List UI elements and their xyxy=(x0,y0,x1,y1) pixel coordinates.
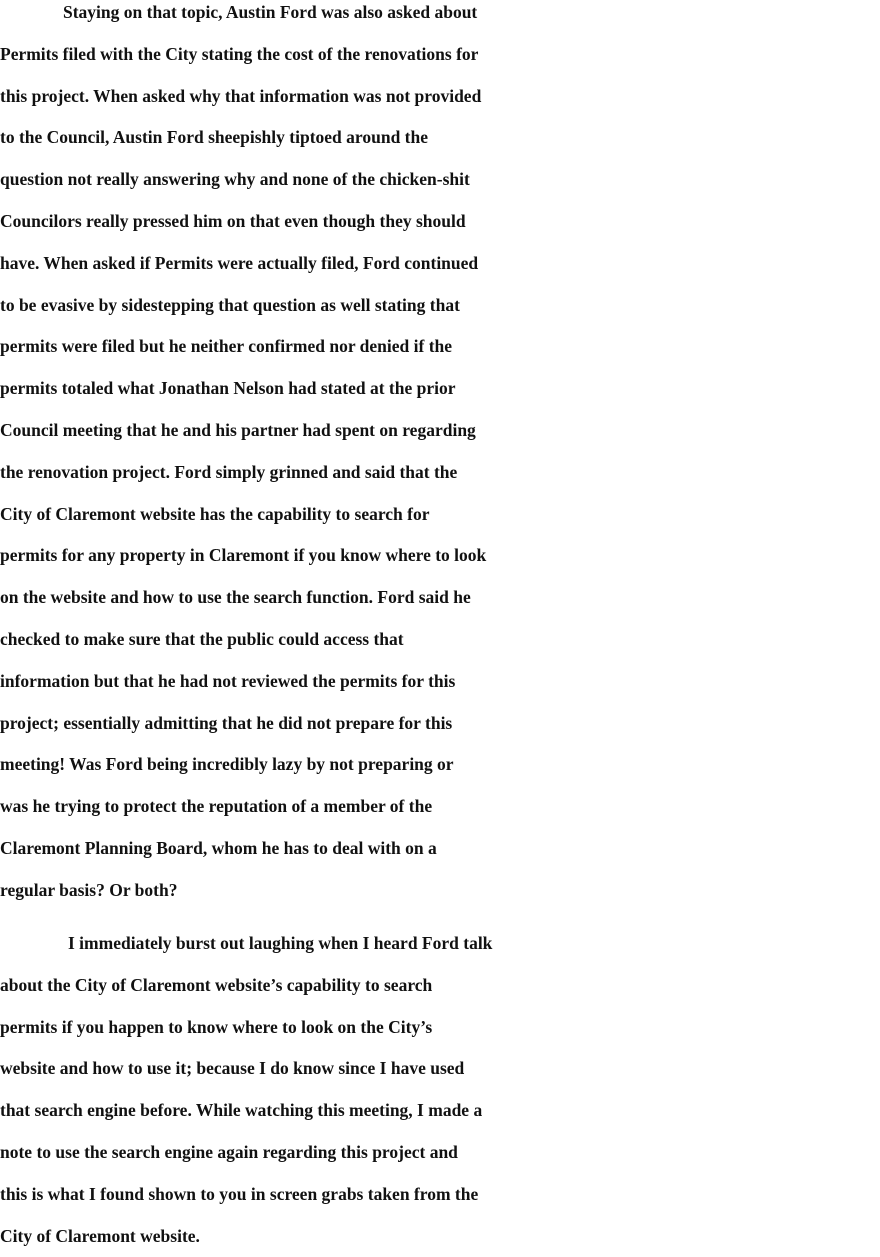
text-line: Council meeting that he and his partner had spent on regarding xyxy=(0,419,476,440)
text-line: note to use the search engine again regarding this project and xyxy=(0,1141,458,1162)
text-line: on the website and how to use the search function. Ford said he xyxy=(0,587,471,608)
text-line: have. When asked if Permits were actually filed, Ford continued xyxy=(0,252,479,273)
paragraph-2 xyxy=(0,923,880,1257)
text-line: that search engine before. While watching this meeting, I made a xyxy=(0,1100,483,1121)
text-line: project; essentially admitting that he did not prepare for this xyxy=(0,712,453,733)
text-line: regular basis? Or both? xyxy=(0,879,178,900)
text-line: Councilors really pressed him on that even though they should xyxy=(0,210,466,231)
text-line: this is what I found shown to you in screen grabs taken from the xyxy=(0,1183,479,1204)
text-line: permits for any property in Claremont if you know where to look xyxy=(0,545,487,566)
text-line: the renovation project. Ford simply grinned and said that the xyxy=(0,461,458,482)
text-line: checked to make sure that the public could access that xyxy=(0,628,404,649)
text-line: Permits filed with the City stating the cost of the renovations for xyxy=(0,43,479,64)
text-line: about the City of Claremont website’s capability to search xyxy=(0,974,433,995)
text-line: permits if you happen to know where to look on the City’s xyxy=(0,1016,433,1037)
text-line: City of Claremont website has the capability to search for xyxy=(0,503,430,524)
text-line: to be evasive by sidestepping that question as well stating that xyxy=(0,294,460,315)
text-line: to the Council, Austin Ford sheepishly tiptoed around the xyxy=(0,127,429,148)
text-line: Staying on that topic, Austin Ford was also asked about xyxy=(63,2,478,22)
text-line: I immediately burst out laughing when I heard Ford talk xyxy=(68,933,493,953)
text-line: Claremont Planning Board, whom he has to deal with on a xyxy=(0,837,437,858)
text-line: permits totaled what Jonathan Nelson had stated at the prior xyxy=(0,378,456,399)
text-line: information but that he had not reviewed the permits for this xyxy=(0,670,456,691)
text-line: this project. When asked why that information was not provided xyxy=(0,85,482,106)
text-line: was he trying to protect the reputation of a member of the xyxy=(0,796,433,817)
text-line: meeting! Was Ford being incredibly lazy by not preparing or xyxy=(0,754,454,775)
text-line: City of Claremont website. xyxy=(0,1225,200,1246)
text-line: question not really answering why and none of the chicken-shit xyxy=(0,169,470,190)
text-line: permits were filed but he neither confirmed nor denied if the xyxy=(0,336,453,357)
text-line: website and how to use it; because I do know since I have used xyxy=(0,1058,465,1079)
